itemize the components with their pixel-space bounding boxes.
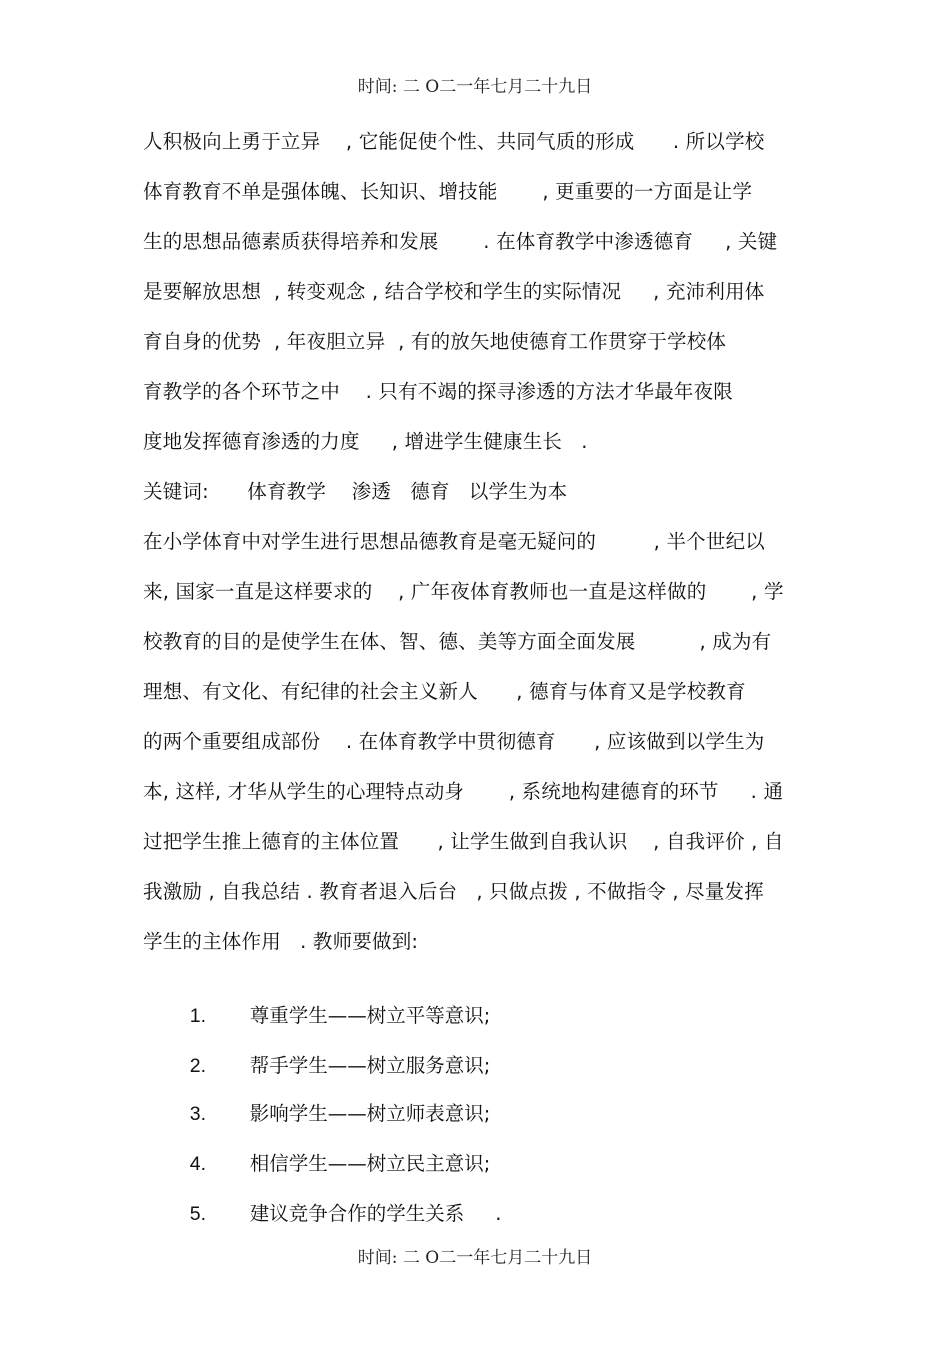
body-line: 校教育的目的是使学生在体、智、德、美等方面全面发展 , 成为有 (143, 630, 772, 653)
body-line: 我激励 , 自我总结 . 教育者退入后台 , 只做点拨 , 不做指令 , 尽量发挥 (143, 880, 764, 903)
list-item-number: 2. (189, 1055, 207, 1077)
abstract-line: 度地发挥德育渗透的力度 , 增进学生健康生长 . (143, 430, 588, 453)
page-header-date: 时间: 二 O二一年七月二十九日 (357, 77, 593, 97)
body-line: 本, 这样, 才华从学生的心理特点动身 , 系统地构建德育的环节 . 通 (143, 780, 784, 803)
abstract-line: 是要解放思想 , 转变观念 , 结合学校和学生的实际情况 , 充沛利用体 (143, 280, 765, 303)
list-item-number: 3. (189, 1103, 207, 1125)
list-item (165, 1178, 502, 1250)
keywords-line: 关键词: 体育教学 渗透 德育 以学生为本 (143, 480, 568, 503)
page-footer-date: 时间: 二 O二一年七月二十九日 (357, 1248, 593, 1268)
abstract-line: 育自身的优势 , 年夜胆立异 , 有的放矢地使德育工作贯穿于学校体 (143, 330, 727, 353)
list-item-text: 尊重学生——树立平等意识; (249, 1004, 491, 1027)
body-line: 过把学生推上德育的主体位置 , 让学生做到自我认识 , 自我评价 , 自 (143, 830, 784, 853)
list-item-number: 1. (189, 1005, 207, 1027)
body-line: 的两个重要组成部份 . 在体育教学中贯彻德育 , 应该做到以学生为 (143, 730, 765, 753)
list-item-text: 相信学生——树立民主意识; (249, 1152, 491, 1175)
abstract-line: 育教学的各个环节之中 . 只有不竭的探寻渗透的方法才华最年夜限 (143, 380, 733, 403)
list-item-text: 帮手学生——树立服务意识; (249, 1054, 491, 1077)
list-item-text: 建议竞争合作的学生关系 . (249, 1202, 502, 1225)
abstract-line: 生的思想品德素质获得培养和发展 . 在体育教学中渗透德育 , 关键 (143, 230, 778, 253)
list-item-number: 4. (189, 1153, 207, 1175)
abstract-line: 体育教育不单是强体魄、长知识、增技能 , 更重要的一方面是让学 (143, 180, 753, 203)
list-item-number: 5. (189, 1203, 207, 1225)
body-line: 理想、有文化、有纪律的社会主义新人 , 德育与体育又是学校教育 (143, 680, 746, 703)
list-item-text: 影响学生——树立师表意识; (249, 1102, 491, 1125)
body-line: 来, 国家一直是这样要求的 , 广年夜体育教师也一直是这样做的 , 学 (143, 580, 784, 603)
body-line: 在小学体育中对学生进行思想品德教育是毫无疑问的 , 半个世纪以 (143, 530, 765, 553)
abstract-line: 人积极向上勇于立异 , 它能促使个性、共同气质的形成 . 所以学校 (143, 130, 765, 153)
body-line: 学生的主体作用 . 教师要做到: (143, 930, 419, 953)
